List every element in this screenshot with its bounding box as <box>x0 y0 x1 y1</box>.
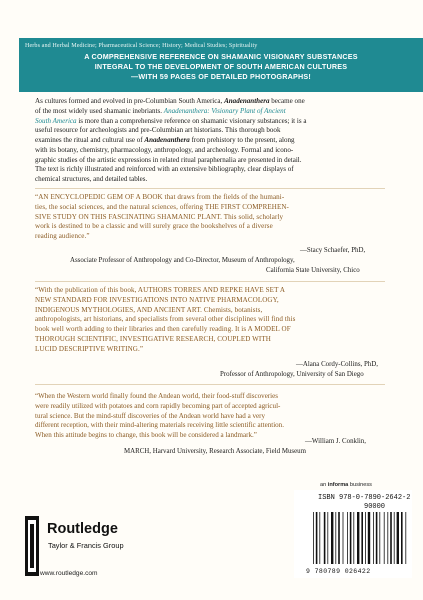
barcode-stripe <box>324 512 326 564</box>
reviewer-name: —William J. Conklin, <box>305 438 366 445</box>
barcode-stripe <box>319 512 320 564</box>
reviewer-affiliation: MARCH, Harvard University, Research Associate, Field Museum <box>124 448 306 455</box>
barcode-stripe <box>335 512 336 564</box>
routledge-logo-icon <box>25 516 39 576</box>
book-title-ref: South America <box>35 116 77 125</box>
publisher-name: Routledge <box>47 521 118 537</box>
divider <box>35 384 385 385</box>
barcode-stripe <box>373 512 374 564</box>
quote-line: “AN ENCYCLOPEDIC GEM OF A BOOK that draws from the fields of the humani- <box>35 193 285 201</box>
quote-line: LUCID DESCRIPTIVE WRITING.” <box>35 344 144 353</box>
quote-line: book well worth adding to their libraries and then carefully reading. It is A MODEL OF <box>35 325 291 333</box>
barcode-stripe <box>327 512 328 564</box>
reviewer-affiliation: California State University, Chico <box>266 267 360 274</box>
desc-text: is more than a comprehensive reference on shamanic visionary substances; it is a <box>76 116 307 125</box>
quote-line: When this attitude begins to change, this book will be considered a landmark.” <box>35 431 257 439</box>
publisher-group: Taylor & Francis Group <box>48 541 124 550</box>
quote-line: INDIGENOUS MYTHOLOGIES, AND ANCIENT ART. Chemists, botanists, <box>35 305 263 314</box>
desc-text: The text is richly illustrated and reinforced with an extensive bibliography, clear displays of <box>35 165 294 174</box>
barcode-stripe <box>376 512 378 564</box>
barcode-stripe <box>350 512 352 564</box>
barcode-stripe <box>387 512 388 564</box>
reviewer-name: —Stacy Schaefer, PhD, <box>300 247 366 254</box>
barcode-number: 9 780789 026422 <box>306 568 371 575</box>
banner-line: —WITH 59 PAGES OF DETAILED PHOTOGRAPHS! <box>131 71 311 81</box>
price-code: 90000 <box>364 503 386 511</box>
quote-line: reading audience.” <box>35 232 90 240</box>
barcode-stripe <box>397 512 399 564</box>
desc-text: with its botany, chemistry, pharmacology, anthropology, and archeology. Formal and icono- <box>35 145 294 154</box>
barcode-stripe <box>401 512 403 564</box>
barcode-stripe <box>390 512 392 564</box>
banner-headline <box>19 52 423 81</box>
review-quote-1 <box>35 193 289 242</box>
review-quote-3 <box>35 392 284 441</box>
barcode-stripe <box>331 512 333 564</box>
desc-text: useful resource for archeologists and pre-Columbian art historians. This thorough book <box>35 126 281 135</box>
quote-line: work is destined to be a classic and will surely grace the bookshelves of a diverse <box>35 222 273 231</box>
barcode-stripe <box>394 512 395 564</box>
reviewer-affiliation: Professor of Anthropology, University of San Diego <box>220 371 364 378</box>
book-title-ref: Anadenanthera: Visionary Plant of Ancient <box>163 106 286 115</box>
book-description <box>35 97 410 185</box>
desc-text: from prehistory to the present, along <box>189 136 295 144</box>
quote-line: “With the publication of this book, AUTHORS TORRES AND REPKE HAVE SET A <box>35 286 286 294</box>
isbn-text: ISBN 978-0-7890-2642-2 <box>318 494 411 502</box>
quote-line: “When the Western world finally found the Andean world, their food-stuff discoveries <box>35 392 279 400</box>
barcode-stripe <box>368 512 370 564</box>
barcode-stripe <box>379 512 380 564</box>
barcode-stripe <box>338 512 340 564</box>
review-quote-2 <box>35 286 296 354</box>
reviewer-name: —Alana Cordy-Collins, PhD, <box>296 361 378 368</box>
barcode-stripe <box>316 512 318 564</box>
desc-text: graphic studies of the artistic expressions in related ritual paraphernalia are presented in detail. <box>35 155 302 164</box>
quote-line: ties, the social sciences, and the natural sciences, offering THE FIRST COMPREHEN- <box>35 202 290 211</box>
barcode-stripe <box>365 512 366 564</box>
desc-text: chemical structures, and detailed tables. <box>35 175 148 183</box>
barcode-stripe <box>353 512 354 564</box>
publisher-website[interactable]: www.routledge.com <box>40 570 98 577</box>
desc-genus: Anadenanthera <box>144 136 190 144</box>
reviewer-affiliation: Associate Professor of Anthropology and Co-Director, Museum of Anthropology, <box>70 257 295 264</box>
desc-text: became one <box>269 97 305 105</box>
divider <box>35 281 385 282</box>
desc-text: As cultures formed and evolved in pre-Columbian South America, <box>35 97 225 105</box>
quote-line: were readily utilized with potatoes and corn rapidly becoming part of accepted agricul- <box>35 401 281 410</box>
quote-line: NEW STANDARD FOR INVESTIGATIONS INTO NATIVE PHARMACOLOGY, <box>35 295 279 304</box>
banner-line: INTEGRAL TO THE DEVELOPMENT OF SOUTH AMERICAN CULTURES <box>94 61 348 71</box>
desc-text: examines the ritual and cultural use of <box>35 136 145 144</box>
banner-line: A COMPREHENSIVE REFERENCE ON SHAMANIC VISIONARY SUBSTANCES <box>84 52 358 61</box>
quote-line: anthropologists, art historians, and specialists from several other disciplines will find this <box>35 315 296 324</box>
barcode-stripe <box>313 512 314 564</box>
barcode-stripe <box>405 512 406 564</box>
quote-line: different reception, with their mind-altering materials receiving little scientific attention. <box>35 421 284 430</box>
barcode <box>312 512 408 564</box>
barcode-stripe <box>361 512 363 564</box>
informa-tagline: an informa business <box>320 482 372 488</box>
quote-line: tural science. But the mind-stuff discoveries of the Andean world have had a very <box>35 411 265 420</box>
barcode-stripe <box>384 512 385 564</box>
subject-categories: Herbs and Herbal Medicine; Pharmaceutical Science; History; Medical Studies; Spirituality <box>25 43 258 49</box>
barcode-stripe <box>347 512 348 564</box>
barcode-stripe <box>357 512 359 564</box>
barcode-stripe <box>343 512 344 564</box>
desc-text: of the most widely used shamanic inebriants. <box>35 106 164 115</box>
quote-line: SIVE STUDY ON THIS FASCINATING SHAMANIC PLANT. This solid, scholarly <box>35 212 284 221</box>
divider <box>35 188 385 189</box>
desc-genus: Anadenanthera <box>224 97 270 105</box>
quote-line: THOROUGH SCIENTIFIC, INVESTIGATIVE RESEARCH, COUPLED WITH <box>35 334 271 343</box>
